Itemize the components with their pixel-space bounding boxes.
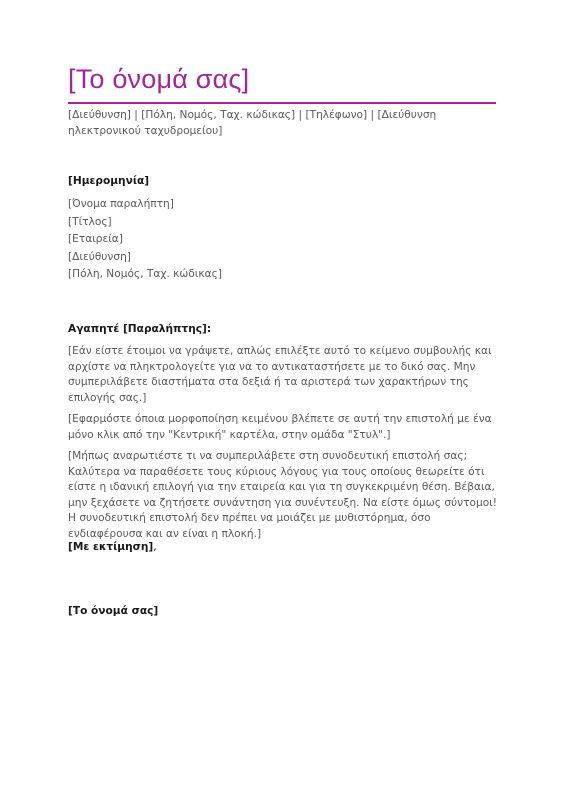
closing-punctuation: ,: [153, 541, 157, 553]
recipient-city-zip[interactable]: [Πόλη, Νομός, Ταχ. κώδικας]: [68, 268, 222, 280]
recipient-address[interactable]: [Διεύθυνση]: [68, 250, 131, 263]
body-paragraph[interactable]: [Μήπως αναρωτιέστε τι να συμπεριλάβετε στη συνοδευτική επιστολή σας; Καλύτερα να παραθέσετε τους κύριους λόγους για τους οποίους θεωρείτε ότι είστε η ιδανική επιλογή για την εταιρεία και για τη συγκεκριμένη θέση. Βέβαια, μην ξεχάσετε να ζητήσετε συνάντηση για συνέντευξη. Να είστε όμως σύντομοι! Η συνοδευτική επιστολή δεν πρέπει να μοιάζει με μυθιστόρημα, όσο ενδιαφέρουσα και αν είναι η πλοκή.]: [68, 450, 498, 540]
recipient-company[interactable]: [Εταιρεία]: [68, 233, 123, 245]
sender-name-heading[interactable]: [Το όνομά σας]: [68, 64, 250, 94]
signature-name[interactable]: [Το όνομά σας]: [68, 605, 159, 617]
recipient-name[interactable]: [Όνομα παραλήπτη]: [68, 198, 174, 210]
date-field[interactable]: [Ημερομηνία]: [68, 175, 150, 187]
contact-info-line[interactable]: [Διεύθυνση] | [Πόλη, Νομός, Ταχ. κώδικας] | [Τηλέφωνο] | [Διεύθυνση ηλεκτρονικού ταχυδρομείου]: [68, 109, 437, 137]
closing-text[interactable]: [Με εκτίμηση]: [68, 541, 154, 553]
letter-body: [68, 344, 508, 548]
closing-line: [68, 540, 157, 554]
salutation[interactable]: Αγαπητέ [Παραλήπτης]:: [68, 323, 212, 335]
body-paragraph[interactable]: [Εάν είστε έτοιμοι να γράψετε, απλώς επιλέξτε αυτό το κείμενο συμβουλής και αρχίστε να πληκτρολογείτε για να το αντικαταστήσετε με το δικό σας. Μην συμπεριλάβετε διαστήματα στα δεξιά ή τα αριστερά των χαρακτήρων της επιλογής σας.]: [68, 345, 492, 404]
body-paragraph[interactable]: [Εφαρμόστε όποια μορφοποίηση κειμένου βλέπετε σε αυτή την επιστολή με ένα μόνο κλικ από την "Κεντρική" καρτέλα, στην ομάδα "Στυλ".]: [68, 413, 492, 441]
recipient-title[interactable]: [Τίτλος]: [68, 215, 112, 228]
recipient-address-block: [68, 196, 222, 284]
header-divider: [68, 102, 496, 104]
